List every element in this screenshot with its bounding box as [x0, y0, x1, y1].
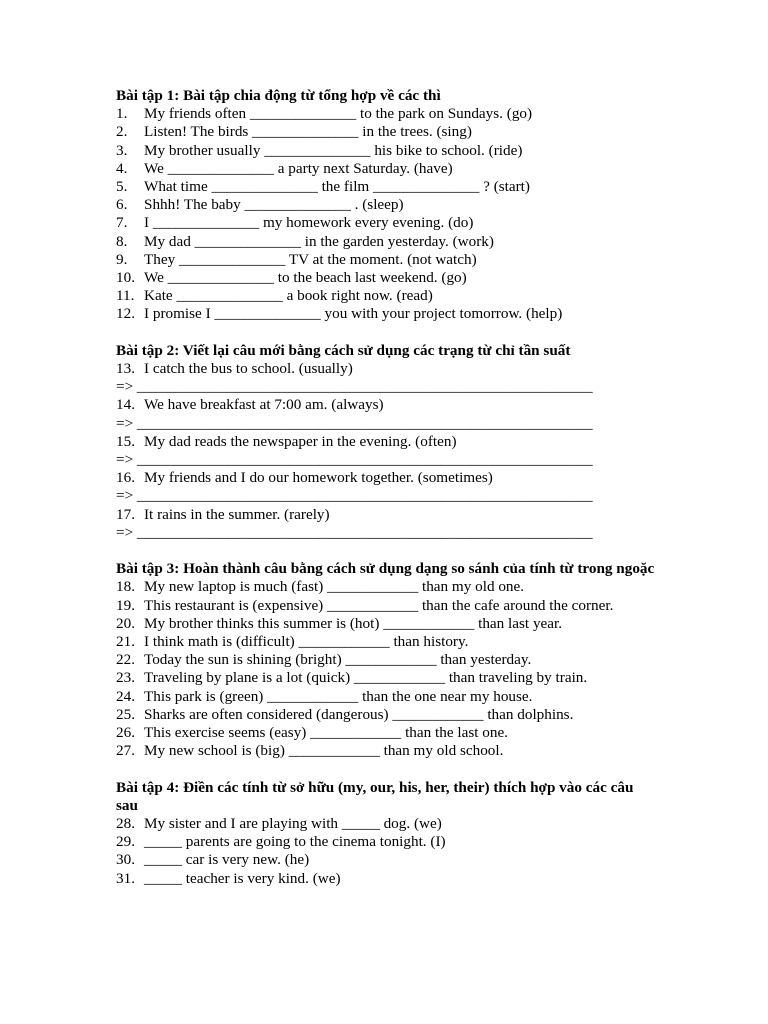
list-item [116, 815, 656, 833]
list-item [116, 433, 656, 451]
list-item [116, 597, 656, 615]
item-text: My friends and I do our homework together. (sometimes) [144, 469, 493, 487]
item-text: My new laptop is much (fast) ____________ than my old one. [144, 578, 525, 596]
list-item [116, 724, 656, 742]
exercise-4-heading: Bài tập 4: Điền các tính từ sở hữu (my, our, his, her, their) thích hợp vào các câu sau [116, 778, 634, 814]
list-item [116, 578, 656, 596]
item-number: 17. [116, 505, 135, 523]
list-item [116, 615, 656, 633]
item-number: 26. [116, 724, 135, 742]
item-text: What time ______________ the film ______________ ? (start) [144, 178, 530, 196]
item-number: 11. [116, 287, 135, 305]
item-text: _____ car is very new. (he) [144, 851, 310, 869]
item-text: Today the sun is shining (bright) ____________ than yesterday. [144, 651, 532, 669]
item-number: 14. [116, 396, 135, 414]
item-text: _____ teacher is very kind. (we) [144, 869, 341, 887]
exercise-3-heading: Bài tập 3: Hoàn thành câu bằng cách sử dụng dạng so sánh của tính từ trong ngoặc [116, 560, 655, 578]
list-item [116, 214, 656, 232]
item-number: 13. [116, 360, 135, 378]
list-item [116, 142, 656, 160]
list-item [116, 105, 656, 123]
list-item [116, 833, 656, 851]
item-number: 16. [116, 469, 135, 487]
item-number: 25. [116, 705, 135, 723]
item-number: 1. [116, 105, 128, 123]
list-item [116, 305, 656, 323]
item-number: 4. [116, 159, 128, 177]
item-number: 30. [116, 851, 135, 869]
item-text: My dad ______________ in the garden yesterday. (work) [144, 232, 494, 250]
item-text: _____ parents are going to the cinema tonight. (I) [144, 833, 446, 851]
list-item [116, 706, 656, 724]
item-number: 23. [116, 669, 135, 687]
item-text: I promise I ______________ you with your project tomorrow. (help) [144, 305, 563, 323]
item-text: This restaurant is (expensive) ____________ than the cafe around the corner. [144, 596, 614, 614]
list-item [116, 160, 656, 178]
answer-line: => ____________________________________________________________ [116, 451, 593, 469]
exercise-3 [116, 560, 656, 760]
item-number: 20. [116, 614, 135, 632]
item-text: My brother usually ______________ his bike to school. (ride) [144, 141, 523, 159]
list-item [116, 178, 656, 196]
item-number: 6. [116, 196, 128, 214]
answer-line: => ____________________________________________________________ [116, 378, 593, 396]
list-item [116, 123, 656, 141]
answer-line: => ____________________________________________________________ [116, 414, 593, 432]
exercise-4 [116, 779, 656, 888]
item-text: My dad reads the newspaper in the evening. (often) [144, 432, 457, 450]
item-text: I think math is (difficult) ____________ than history. [144, 633, 469, 651]
item-text: Traveling by plane is a lot (quick) ____________ than traveling by train. [144, 669, 588, 687]
item-number: 5. [116, 178, 128, 196]
item-text: I catch the bus to school. (usually) [144, 360, 353, 378]
item-text: Listen! The birds ______________ in the trees. (sing) [144, 123, 472, 141]
list-item [116, 469, 656, 487]
list-item [116, 669, 656, 687]
list-item [116, 506, 656, 524]
item-number: 27. [116, 742, 135, 760]
item-text: We ______________ a party next Saturday. (have) [144, 159, 453, 177]
item-number: 21. [116, 633, 135, 651]
list-item [116, 396, 656, 414]
exercise-1-heading: Bài tập 1: Bài tập chia động từ tổng hợp về các thì [116, 87, 441, 104]
item-text: My brother thinks this summer is (hot) ____________ than last year. [144, 614, 563, 632]
answer-line: => ____________________________________________________________ [116, 487, 593, 505]
list-item [116, 360, 656, 378]
item-text: We ______________ to the beach last weekend. (go) [144, 269, 467, 287]
item-number: 12. [116, 305, 135, 323]
item-number: 28. [116, 815, 135, 833]
item-text: Kate ______________ a book right now. (read) [144, 287, 433, 305]
item-number: 8. [116, 232, 128, 250]
item-text: I ______________ my homework every evening. (do) [144, 214, 474, 232]
list-item [116, 251, 656, 269]
exercise-2 [116, 342, 656, 542]
item-text: This park is (green) ____________ than the one near my house. [144, 687, 533, 705]
item-number: 9. [116, 250, 128, 268]
list-item [116, 233, 656, 251]
item-number: 15. [116, 432, 135, 450]
item-text: This exercise seems (easy) ____________ than the last one. [144, 724, 508, 742]
item-number: 31. [116, 869, 135, 887]
item-number: 24. [116, 687, 135, 705]
list-item [116, 651, 656, 669]
item-number: 29. [116, 833, 135, 851]
list-item [116, 287, 656, 305]
list-item [116, 742, 656, 760]
answer-line: => ____________________________________________________________ [116, 523, 593, 541]
list-item [116, 269, 656, 287]
item-number: 19. [116, 596, 135, 614]
list-item [116, 633, 656, 651]
item-text: My new school is (big) ____________ than my old school. [144, 742, 504, 760]
list-item [116, 688, 656, 706]
list-item [116, 196, 656, 214]
item-number: 18. [116, 578, 135, 596]
item-text: They ______________ TV at the moment. (not watch) [144, 250, 477, 268]
item-number: 10. [116, 269, 135, 287]
item-text: Shhh! The baby ______________ . (sleep) [144, 196, 404, 214]
item-text: My sister and I are playing with _____ dog. (we) [144, 815, 442, 833]
item-text: We have breakfast at 7:00 am. (always) [144, 396, 384, 414]
exercise-2-heading: Bài tập 2: Viết lại câu mới bằng cách sử dụng các trạng từ chỉ tần suất [116, 341, 571, 359]
item-number: 7. [116, 214, 128, 232]
item-number: 3. [116, 141, 128, 159]
item-text: It rains in the summer. (rarely) [144, 505, 330, 523]
list-item [116, 851, 656, 869]
item-number: 2. [116, 123, 128, 141]
list-item [116, 870, 656, 888]
item-text: Sharks are often considered (dangerous) ____________ than dolphins. [144, 705, 574, 723]
item-text: My friends often ______________ to the park on Sundays. (go) [144, 105, 533, 123]
exercise-1 [116, 87, 656, 324]
item-number: 22. [116, 651, 135, 669]
